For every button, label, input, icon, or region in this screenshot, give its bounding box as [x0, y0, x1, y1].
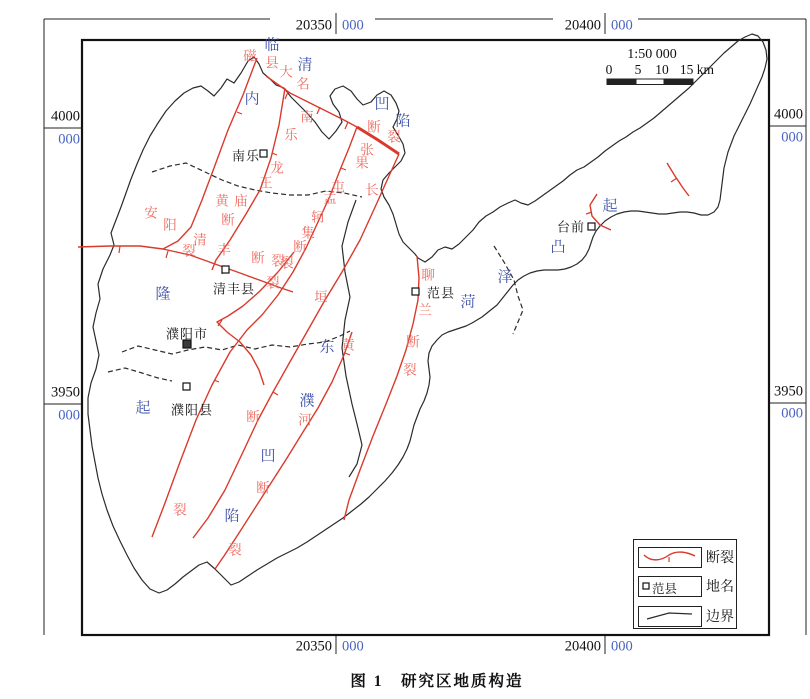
fault-name-char: 大: [279, 64, 293, 80]
coord-bottom-left-num: 20350: [295, 638, 332, 655]
boundary-symbol-icon: [639, 607, 699, 624]
structure-name-char: 陷: [224, 508, 240, 525]
coord-left-bottom-num: 3950: [51, 384, 80, 401]
fault-name-char: 集: [301, 225, 315, 241]
scale-tick-0: 0: [605, 62, 613, 77]
structure-name-char: 凸: [550, 239, 566, 256]
fault-name-char: 河: [298, 412, 312, 428]
fault-name-char: 轲: [311, 209, 325, 225]
fault-name-char: 张: [360, 142, 374, 158]
scale-tick-10: 10: [655, 62, 669, 77]
fault-name-char: 安: [144, 205, 158, 221]
fault-name-char: 聊: [421, 267, 435, 283]
place-marker-nanle: [260, 150, 267, 157]
scale-bar: [607, 79, 693, 85]
legend-symbol-place: [638, 576, 702, 597]
fault-name-char: 裂: [266, 275, 280, 291]
coord-bottom-right-zeros: 000: [611, 638, 633, 655]
fault-name-char: 垣: [314, 289, 328, 305]
place-marker-qingfengxian: [222, 266, 229, 273]
place-label-puyangxian: 濮阳县: [170, 402, 214, 418]
place-label-fanxian: 范县: [426, 285, 456, 301]
fault-name-char: 磁: [243, 48, 257, 64]
coord-right-bottom-zeros: 000: [781, 405, 803, 422]
place-marker-puyangxian: [183, 383, 190, 390]
fault-line-tail-east: [667, 163, 689, 196]
structure-name-char: 临: [264, 37, 280, 54]
county-boundary-outline: [88, 34, 767, 593]
fault-name-char: 黄: [215, 193, 229, 209]
fault-name-char: 断: [246, 409, 260, 425]
structure-name-char: 清: [297, 57, 313, 74]
structure-name-char: 内: [244, 91, 260, 108]
coord-top-left-num: 20350: [295, 17, 332, 34]
structure-name-char: 起: [135, 400, 151, 417]
fault-line-longwangmiao: [212, 88, 285, 270]
place-label-nanle: 南乐: [231, 148, 261, 164]
place-label-puyangshi: 濮阳市: [165, 326, 209, 342]
dashed-boundary-puyang: [122, 331, 350, 354]
coord-top-right-zeros: 000: [611, 17, 633, 34]
place-label-taiqian: 台前: [556, 219, 586, 235]
structure-name-char: 泽: [497, 269, 513, 286]
fault-name-char: 屯: [331, 179, 345, 195]
place-markers: [183, 150, 595, 390]
fault-name-char: 南: [300, 109, 314, 125]
fault-name-char: 兰: [418, 302, 432, 318]
coord-left-bottom-zeros: 000: [58, 407, 80, 424]
fault-line-liaolan: [344, 256, 419, 520]
fault-ticks: [119, 92, 677, 395]
scale-ratio: 1:50 000: [627, 47, 677, 62]
scale-tick-15km: 15 km: [679, 62, 715, 77]
fault-name-char: 裂: [403, 362, 417, 378]
coord-right-top-zeros: 000: [781, 129, 803, 146]
structure-name-char: 濮: [299, 393, 315, 410]
coord-right-bottom-num: 3950: [774, 383, 803, 400]
fault-name-char: 阳: [163, 217, 177, 233]
legend-symbol-boundary: [638, 606, 702, 627]
legend-symbol-fault: [638, 547, 702, 568]
legend-place-sample: 范县: [652, 582, 678, 596]
fault-name-char: 庙: [234, 193, 248, 209]
fault-name-char: 丰: [217, 242, 231, 258]
fault-name-char: 断: [293, 239, 307, 255]
place-label-qingfengxian: 清丰县: [212, 281, 256, 297]
fault-name-char: 果: [355, 155, 369, 171]
fault-name-char: 孟: [323, 190, 337, 206]
structure-name-char: 菏: [460, 294, 476, 311]
coord-right-top-num: 4000: [774, 106, 803, 123]
place-marker-fanxian: [412, 288, 419, 295]
coord-left-top-zeros: 000: [58, 131, 80, 148]
fault-name-char: 县: [265, 55, 279, 71]
fault-name-char: 断: [367, 119, 381, 135]
legend-label-boundary: 边界: [706, 610, 734, 625]
fault-symbol-icon: [639, 548, 699, 565]
fault-line-huanghe: [215, 332, 352, 569]
scale-tick-5: 5: [634, 62, 642, 77]
coord-left-top-num: 4000: [51, 108, 80, 125]
fault-name-char: 裂: [173, 502, 187, 518]
fault-name-char: 清: [193, 232, 207, 248]
fault-name-char: 龙: [270, 160, 284, 176]
structure-name-char: 凹: [260, 448, 276, 465]
fault-name-char: 名: [296, 76, 310, 92]
dashed-boundary-north: [152, 160, 362, 197]
dashed-boundaries: [108, 160, 523, 381]
legend-label-fault: 断裂: [706, 551, 734, 566]
structure-name-char: 陷: [395, 113, 411, 130]
structure-name-char: 起: [602, 198, 618, 215]
fault-name-char: 断: [256, 480, 270, 496]
coord-top-right-num: 20400: [564, 17, 601, 34]
fault-name-char: 裂: [228, 542, 242, 558]
fault-name-char: 王: [259, 175, 273, 191]
fault-line-cixiandaming-bold: [357, 127, 399, 154]
fault-name-char: 乐: [284, 127, 298, 143]
coord-top-left-zeros: 000: [342, 17, 364, 34]
fault-name-char: 裂: [271, 253, 285, 269]
fault-lines: [78, 55, 689, 569]
place-marker-taiqian: [588, 223, 595, 230]
fault-name-char: 断: [221, 212, 235, 228]
coord-bottom-right-num: 20400: [564, 638, 601, 655]
coord-bottom-left-zeros: 000: [342, 638, 364, 655]
place-symbol-icon: [640, 577, 652, 594]
figure-caption: 图 1 研究区地质构造: [350, 673, 524, 690]
fault-name-char: 裂: [280, 255, 294, 271]
fault-name-char: 裂: [387, 129, 401, 145]
structure-name-char: 东: [319, 339, 335, 356]
fault-name-char: 长: [365, 182, 379, 198]
legend: [633, 539, 737, 629]
structure-name-char: 隆: [155, 286, 171, 303]
fault-name-char: 断: [406, 334, 420, 350]
fault-name-char: 裂: [182, 243, 196, 259]
fault-name-char: 断: [251, 250, 265, 266]
legend-label-place: 地名: [706, 580, 734, 595]
fault-name-char: 黄: [341, 337, 355, 353]
structure-name-char: 凹: [374, 96, 390, 113]
dashed-boundary-west: [108, 368, 172, 381]
